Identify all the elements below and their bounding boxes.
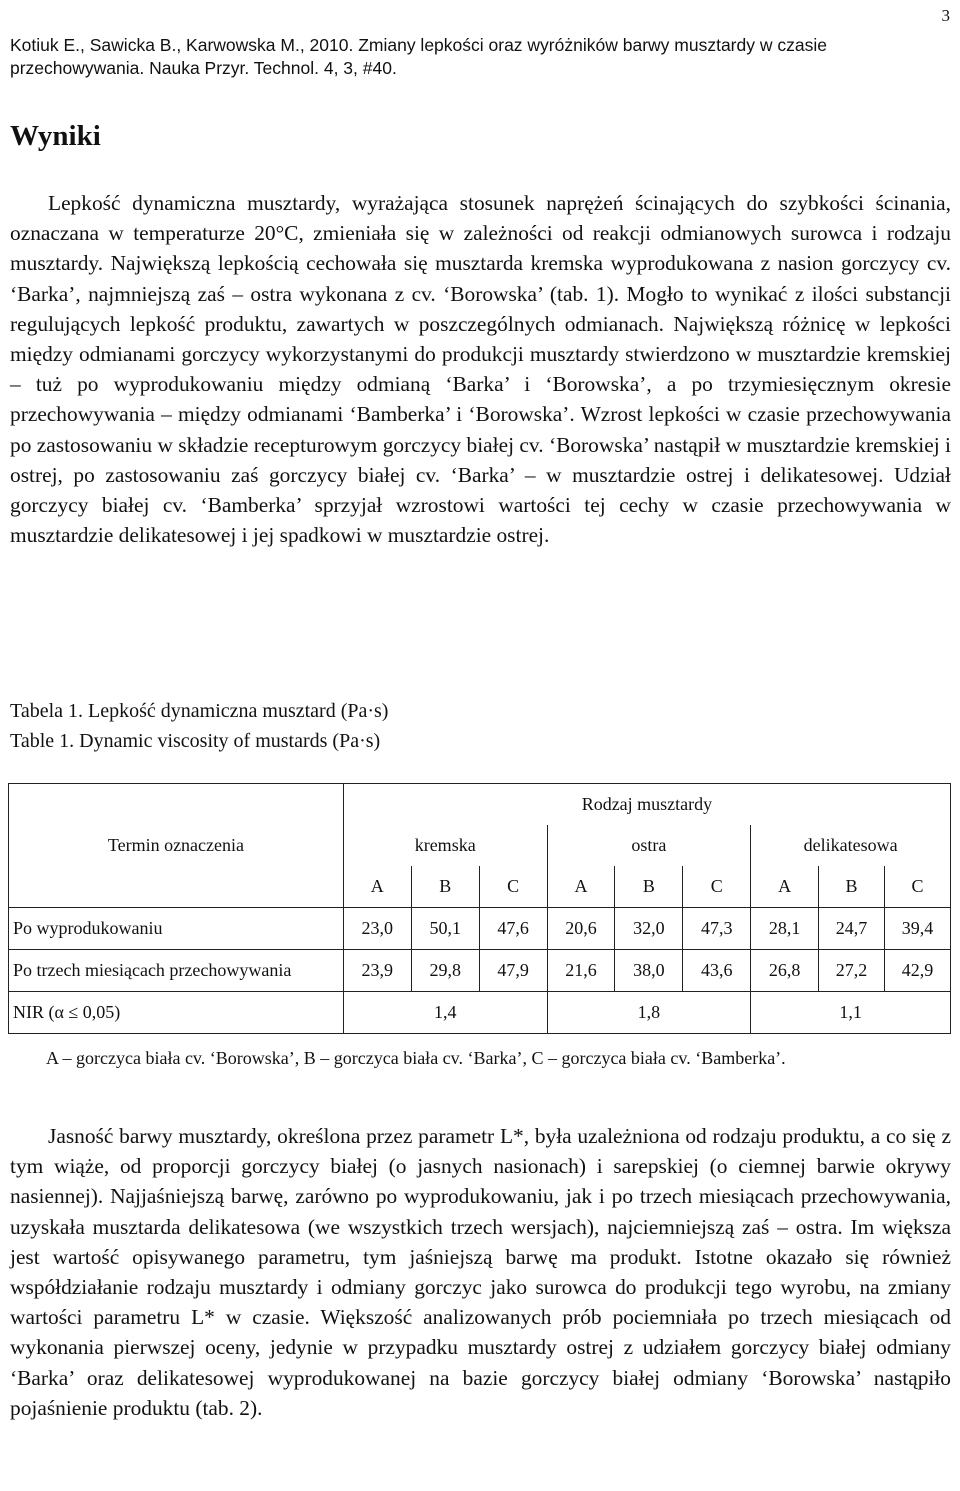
viscosity-table xyxy=(8,783,951,1034)
nir-value-delikatesowa: 1,1 xyxy=(751,992,951,1034)
table-blank-cell xyxy=(9,866,344,908)
type-header-delikatesowa: delikatesowa xyxy=(751,825,951,866)
value-cell: 27,2 xyxy=(819,950,885,992)
nir-row xyxy=(9,992,951,1034)
sub-column-header: B xyxy=(615,866,683,908)
type-header-kremska: kremska xyxy=(343,825,547,866)
table-legend: A – gorczyca biała cv. ‘Borowska’, B – gorczyca biała cv. ‘Barka’, C – gorczyca biała cv. ‘Bamberka’. xyxy=(46,1048,786,1068)
nir-value-ostra: 1,8 xyxy=(547,992,751,1034)
paragraph-text: Lepkość dynamiczna musztardy, wyrażająca stosunek naprężeń ścinających do szybkości ścinania, oznaczana w temperaturze 20°C, zmieniała się w zależności od reakcji odmianowych surowca i rodzaju musztardy. Największą lepkością cechowała się musztarda kremska wyprodukowana z nasion gorczycy cv. ‘Barka’, najmniejszą zaś – ostra wykonana z cv. ‘Borowska’ (tab. 1). Mogło to wynikać z ilości substancji regulujących lepkość produktu, zawartych w poszczególnych odmianach. Największą różnicę w lepkości między odmianami gorczycy wykorzystanymi do produkcji musztardy stwierdzono w musztardzie kremskiej – tuż po wyprodukowaniu między odmianą ‘Barka’ i ‘Borowska’, a po trzymiesięcznym okresie przechowywania – między odmianami ‘Bamberka’ i ‘Borowska’. Wzrost lepkości w czasie przechowywania po zastosowaniu w składzie recepturowym gorczycy białej cv. ‘Borowska’ nastąpił w musztardzie kremskiej i ostrej, po zastosowaniu zaś gorczycy białej cv. ‘Barka’ – w musztardzie ostrej i delikatesowej. Udział gorczycy białej cv. ‘Bamberka’ sprzyjał wzrostowi wartości tej cechy w czasie przechowywania w musztardzie delikatesowej i jej spadkowi w musztardzie ostrej. xyxy=(10,191,951,548)
value-cell: 32,0 xyxy=(615,908,683,950)
value-cell: 43,6 xyxy=(683,950,751,992)
table-caption-pl: Tabela 1. Lepkość dynamiczna musztard (Pa·s) xyxy=(10,700,389,722)
value-cell: 38,0 xyxy=(615,950,683,992)
sub-column-header: C xyxy=(683,866,751,908)
value-cell: 21,6 xyxy=(547,950,615,992)
value-cell: 23,0 xyxy=(343,908,411,950)
sub-column-header: C xyxy=(479,866,547,908)
sub-column-header: A xyxy=(547,866,615,908)
sub-column-header: C xyxy=(885,866,951,908)
results-paragraph-2 xyxy=(10,1121,951,1423)
table-row xyxy=(9,908,951,950)
value-cell: 23,9 xyxy=(343,950,411,992)
value-cell: 47,3 xyxy=(683,908,751,950)
sub-column-header: A xyxy=(343,866,411,908)
table-corner-cell xyxy=(9,784,344,826)
row-label: Po wyprodukowaniu xyxy=(9,908,344,950)
paragraph-text: Jasność barwy musztardy, określona przez parametr L*, była uzależniona od rodzaju produktu, a co się z tym wiąże, od proporcji gorczycy białej (o jasnych nasionach) i sarepskiej (o ciemnej barwie okrywy nasiennej). Najjaśniejszą barwę, zarówno po wyprodukowaniu, jak i po trzech miesiącach przechowywania, uzyskała musztarda delikatesowa (we wszystkich trzech wersjach), najciemniejszą zaś – ostra. Im większa jest wartość opisywanego parametru, tym jaśniejszą barwę ma produkt. Istotne okazało się również współdziałanie rodzaju musztardy i odmiany gorczyc jako surowca do produkcji tego wyrobu, na zmiany wartości parametru L* w czasie. Większość analizowanych prób pociemniała po trzech miesiącach od wykonania pierwszej oceny, jedynie w przypadku musztardy ostrej z udziałem gorczycy białej odmiany ‘Barka’ oraz delikatesowej wyprodukowanej na bazie gorczycy białej odmiany ‘Borowska’ nastąpiło pojaśnienie produktu (tab. 2). xyxy=(10,1124,951,1420)
table-caption xyxy=(10,696,388,756)
sub-column-header: B xyxy=(819,866,885,908)
value-cell: 50,1 xyxy=(411,908,479,950)
value-cell: 26,8 xyxy=(751,950,819,992)
sub-column-header: B xyxy=(411,866,479,908)
value-cell: 28,1 xyxy=(751,908,819,950)
page-number: 3 xyxy=(941,6,950,25)
nir-label: NIR (α ≤ 0,05) xyxy=(9,992,344,1034)
row-header: Termin oznaczenia xyxy=(9,825,344,866)
row-label: Po trzech miesiącach przechowywania xyxy=(9,950,344,992)
group-header: Rodzaj musztardy xyxy=(343,784,950,826)
nir-value-kremska: 1,4 xyxy=(343,992,547,1034)
value-cell: 47,9 xyxy=(479,950,547,992)
table-row xyxy=(9,950,951,992)
section-title: Wyniki xyxy=(10,120,101,152)
value-cell: 42,9 xyxy=(885,950,951,992)
sub-column-header: A xyxy=(751,866,819,908)
value-cell: 29,8 xyxy=(411,950,479,992)
value-cell: 24,7 xyxy=(819,908,885,950)
value-cell: 39,4 xyxy=(885,908,951,950)
citation-header: Kotiuk E., Sawicka B., Karwowska M., 2010. Zmiany lepkości oraz wyróżników barwy musztardy w czasie przechowywania. Nauka Przyr. Technol. 4, 3, #40. xyxy=(10,35,827,78)
table-caption-en: Table 1. Dynamic viscosity of mustards (Pa·s) xyxy=(10,730,381,752)
results-paragraph-1 xyxy=(10,188,951,550)
value-cell: 20,6 xyxy=(547,908,615,950)
value-cell: 47,6 xyxy=(479,908,547,950)
type-header-ostra: ostra xyxy=(547,825,751,866)
